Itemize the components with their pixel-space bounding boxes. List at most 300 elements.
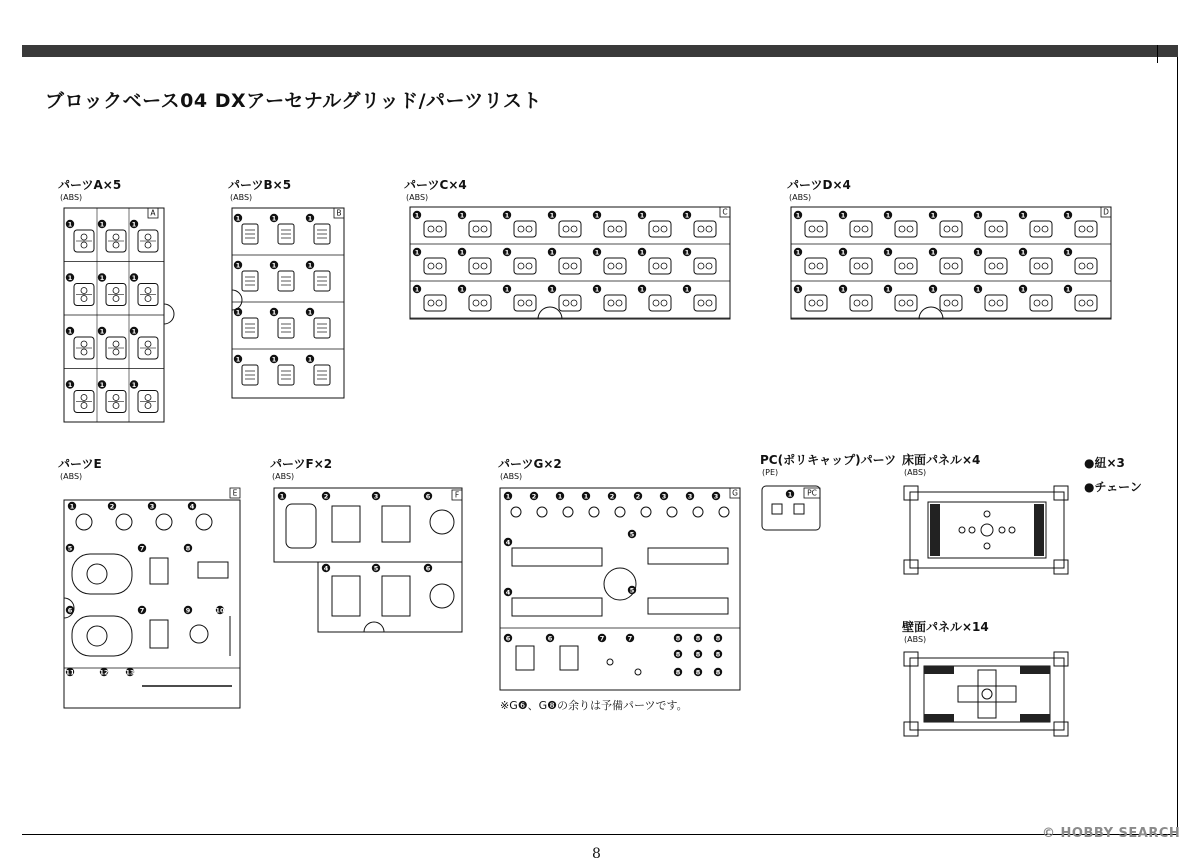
block-hole: [145, 341, 151, 347]
part-number-text: 1: [1020, 285, 1026, 294]
copyright-icon: ©: [1042, 826, 1061, 841]
material-parts-e: (ABS): [60, 472, 83, 481]
part-number-text: 1: [235, 355, 241, 364]
part-number-text: 1: [840, 285, 846, 294]
part-number-text: 1: [795, 285, 801, 294]
nut-part: [635, 669, 641, 675]
sprue-letter-text: C: [722, 207, 728, 217]
part-number-text: 1: [99, 220, 105, 229]
block-hole: [113, 288, 119, 294]
part-number-text: 1: [1065, 211, 1071, 220]
panel-hole: [984, 543, 990, 549]
part-number-text: 2: [323, 492, 329, 501]
part-number-text: 4: [505, 538, 511, 547]
block-hole: [608, 263, 614, 269]
block-part: [286, 504, 316, 548]
part-number-text: 8: [675, 650, 681, 659]
block-part: [1075, 295, 1097, 311]
panel-corner: [1054, 560, 1068, 574]
block-hole: [145, 296, 151, 302]
block-part: [514, 295, 536, 311]
part-number-text: 6: [505, 634, 511, 643]
hook-part: [511, 507, 521, 517]
block-hole: [563, 300, 569, 306]
panel-hole: [959, 527, 965, 533]
part-number-text: 1: [504, 248, 510, 257]
part-number-text: 6: [547, 634, 553, 643]
ladder-part: [648, 598, 728, 614]
part-number-text: 1: [795, 211, 801, 220]
block-part: [469, 258, 491, 274]
panel-rail: [924, 666, 954, 674]
block-hole: [571, 263, 577, 269]
sprue-frame: [791, 207, 1111, 319]
block-hole: [113, 341, 119, 347]
part-number-text: 1: [1020, 211, 1026, 220]
block-hole: [518, 300, 524, 306]
panel-hub: [982, 689, 992, 699]
block-part: [1075, 221, 1097, 237]
block-hole: [81, 341, 87, 347]
block-hole: [1034, 263, 1040, 269]
bracket-part: [332, 576, 360, 616]
block-hole: [518, 263, 524, 269]
block-part: [559, 221, 581, 237]
block-part: [694, 221, 716, 237]
block-hole: [1042, 226, 1048, 232]
part-number-text: 1: [583, 492, 589, 501]
part-number-text: 8: [715, 668, 721, 677]
panel-hub: [981, 524, 993, 536]
ladder-part: [648, 548, 728, 564]
header-bar: [22, 45, 1178, 57]
block-hole: [907, 263, 913, 269]
block-hole: [1042, 263, 1048, 269]
part-number-text: 5: [373, 564, 379, 573]
block-hole: [1087, 226, 1093, 232]
material-parts-b: (ABS): [230, 193, 253, 202]
panel-corner: [904, 722, 918, 736]
block-hole: [616, 300, 622, 306]
part-number-text: 5: [629, 530, 635, 539]
block-hole: [571, 300, 577, 306]
panel-corner: [1054, 722, 1068, 736]
block-hole: [1034, 300, 1040, 306]
spare-parts-note: ※G❻、G❽の余りは予備パーツです。: [500, 699, 688, 712]
block-hole: [526, 263, 532, 269]
block-hole: [608, 226, 614, 232]
part-number-text: 2: [531, 492, 537, 501]
block-hole: [817, 226, 823, 232]
part-number-text: 1: [235, 261, 241, 270]
turret-part: [72, 616, 132, 656]
block-hole: [944, 226, 950, 232]
block-hole: [698, 300, 704, 306]
part-number-text: 8: [185, 544, 191, 553]
hook-part: [693, 507, 703, 517]
part-number-text: 1: [684, 211, 690, 220]
round-part: [116, 514, 132, 530]
block-hole: [145, 395, 151, 401]
block-hole: [1079, 263, 1085, 269]
block-part: [469, 295, 491, 311]
sprue-frame: [500, 488, 740, 690]
bracket-part: [150, 620, 168, 648]
part-number-text: 1: [639, 248, 645, 257]
part-number-text: 1: [840, 248, 846, 257]
part-number-text: 1: [504, 211, 510, 220]
block-hole: [854, 226, 860, 232]
part-number-text: 1: [131, 274, 137, 283]
part-number-text: 3: [713, 492, 719, 501]
block-hole: [473, 300, 479, 306]
sprue-frame: [232, 208, 344, 398]
watermark-text: HOBBY SEARCH: [1060, 826, 1181, 841]
bracket-part: [332, 506, 360, 542]
part-number-text: 1: [459, 285, 465, 294]
sprue-notch: [364, 622, 384, 632]
block-hole: [113, 234, 119, 240]
part-number-text: 13: [125, 668, 135, 677]
block-hole: [81, 395, 87, 401]
ladder-part: [512, 598, 602, 616]
part-number-text: 2: [635, 492, 641, 501]
sprue-frame: [410, 207, 730, 319]
label-parts-g: パーツG×2: [498, 457, 562, 471]
block-part: [895, 221, 917, 237]
block-hole: [854, 263, 860, 269]
block-hole: [862, 300, 868, 306]
part-number-text: 7: [627, 634, 633, 643]
block-part: [895, 295, 917, 311]
part-number-text: 1: [67, 220, 73, 229]
floor-panel-diagram: [902, 484, 1072, 576]
block-hole: [1079, 226, 1085, 232]
block-part: [424, 221, 446, 237]
block-hole: [145, 349, 151, 355]
block-hole: [899, 300, 905, 306]
sprue-frame: [274, 488, 462, 562]
block-hole: [952, 300, 958, 306]
hook-part: [190, 625, 208, 643]
sprue-letter-text: B: [336, 208, 342, 218]
part-number-text: 1: [279, 492, 285, 501]
block-hole: [907, 226, 913, 232]
part-number-text: 4: [189, 502, 195, 511]
block-hole: [145, 403, 151, 409]
part-number-text: 3: [661, 492, 667, 501]
sprue-letter-text: A: [150, 208, 156, 218]
nut-part: [607, 659, 613, 665]
block-hole: [862, 263, 868, 269]
block-hole: [989, 263, 995, 269]
part-number-text: 8: [695, 650, 701, 659]
block-hole: [481, 263, 487, 269]
block-hole: [661, 263, 667, 269]
part-number-text: 11: [65, 668, 75, 677]
block-hole: [481, 300, 487, 306]
block-hole: [661, 226, 667, 232]
panel-part: [516, 646, 534, 670]
part-number-text: 3: [687, 492, 693, 501]
block-hole: [907, 300, 913, 306]
block-part: [985, 221, 1007, 237]
part-number-text: 6: [425, 492, 431, 501]
round-part: [156, 514, 172, 530]
part-number-text: 1: [271, 308, 277, 317]
part-number-text: 8: [695, 668, 701, 677]
part-number-text: 1: [1065, 285, 1071, 294]
poly-cap: [772, 504, 782, 514]
block-hole: [1087, 263, 1093, 269]
block-part: [649, 258, 671, 274]
block-hole: [952, 263, 958, 269]
part-number-text: 1: [684, 248, 690, 257]
panel-hole: [984, 511, 990, 517]
panel-corner: [904, 486, 918, 500]
part-number-text: 7: [599, 634, 605, 643]
part-number-text: 5: [67, 544, 73, 553]
part-number-text: 1: [307, 214, 313, 223]
ladder-part: [512, 548, 602, 566]
block-hole: [113, 395, 119, 401]
block-hole: [608, 300, 614, 306]
part-number-text: 1: [885, 248, 891, 257]
label-parts-d: パーツD×4: [787, 178, 851, 192]
part-number-text: 1: [414, 285, 420, 294]
part-number-text: 9: [185, 606, 191, 615]
block-hole: [81, 288, 87, 294]
part-number-text: 1: [67, 327, 73, 336]
hook-part: [641, 507, 651, 517]
block-hole: [481, 226, 487, 232]
label-parts-e: パーツE: [58, 457, 102, 471]
panel-hole: [1009, 527, 1015, 533]
block-hole: [809, 226, 815, 232]
block-hole: [473, 263, 479, 269]
part-number-text: 1: [975, 248, 981, 257]
block-part: [1030, 258, 1052, 274]
block-hole: [563, 263, 569, 269]
part-number-text: 1: [99, 381, 105, 390]
panel-inner: [928, 502, 1046, 558]
part-number-text: 1: [505, 492, 511, 501]
turret-part: [72, 554, 132, 594]
block-hole: [989, 226, 995, 232]
block-part: [694, 295, 716, 311]
sprue-letter-text: F: [454, 490, 460, 500]
sprue-e-diagram: [62, 486, 244, 710]
part-number-text: 1: [459, 211, 465, 220]
part-number-text: 8: [715, 634, 721, 643]
poly-cap: [794, 504, 804, 514]
block-hole: [428, 226, 434, 232]
panel-rail: [1020, 714, 1050, 722]
part-number-text: 1: [307, 261, 313, 270]
block-hole: [661, 300, 667, 306]
block-hole: [706, 263, 712, 269]
part-number-text: 10: [215, 606, 225, 615]
label-parts-b: パーツB×5: [228, 178, 292, 192]
block-part: [559, 258, 581, 274]
part-number-text: 12: [99, 668, 109, 677]
hook-part: [589, 507, 599, 517]
block-hole: [809, 263, 815, 269]
part-number-text: 2: [109, 502, 115, 511]
part-number-text: 1: [414, 211, 420, 220]
block-part: [424, 258, 446, 274]
sprue-letter-text: G: [732, 488, 738, 498]
block-part: [1030, 221, 1052, 237]
block-hole: [616, 226, 622, 232]
part-number-text: 2: [609, 492, 615, 501]
hook-part: [615, 507, 625, 517]
wall-panel-diagram: [902, 650, 1072, 738]
hook-part: [667, 507, 677, 517]
part-number-text: 1: [307, 308, 313, 317]
block-hole: [436, 300, 442, 306]
sprue-letter-text: E: [232, 488, 238, 498]
block-part: [850, 221, 872, 237]
panel-rail: [930, 504, 940, 556]
material-parts-g: (ABS): [500, 472, 523, 481]
part-number-text: 8: [695, 634, 701, 643]
hook-part: [537, 507, 547, 517]
block-hole: [81, 296, 87, 302]
block-part: [559, 295, 581, 311]
part-number-text: 1: [99, 274, 105, 283]
bracket-part: [382, 506, 410, 542]
block-hole: [81, 349, 87, 355]
part-number-text: 8: [675, 634, 681, 643]
block-hole: [1042, 300, 1048, 306]
part-number-text: 1: [639, 211, 645, 220]
block-hole: [989, 300, 995, 306]
sprue-f-diagram: [272, 486, 464, 636]
sprue-hub: [604, 568, 636, 600]
block-hole: [817, 263, 823, 269]
block-part: [940, 258, 962, 274]
part-number-text: 1: [975, 211, 981, 220]
block-hole: [653, 263, 659, 269]
sprue-letter-text: PC: [807, 488, 817, 498]
block-hole: [997, 263, 1003, 269]
panel-corner: [1054, 652, 1068, 666]
panel-rail: [1020, 666, 1050, 674]
block-part: [850, 295, 872, 311]
sprue-notch: [538, 307, 562, 319]
page-number: 8: [592, 846, 601, 862]
part-number-text: 1: [271, 214, 277, 223]
block-hole: [571, 226, 577, 232]
part-number-text: 1: [885, 211, 891, 220]
block-part: [985, 258, 1007, 274]
label-wall-panel: 壁面パネル×14: [902, 620, 989, 634]
material-parts-a: (ABS): [60, 193, 83, 202]
panel-corner: [1054, 486, 1068, 500]
part-number-text: 1: [131, 220, 137, 229]
block-part: [649, 295, 671, 311]
part-number-text: 8: [675, 668, 681, 677]
block-hole: [952, 226, 958, 232]
block-part: [850, 258, 872, 274]
block-hole: [436, 226, 442, 232]
block-hole: [428, 300, 434, 306]
sprue-d-diagram: [789, 205, 1119, 325]
part-number-text: 1: [885, 285, 891, 294]
bracket-part: [150, 558, 168, 584]
part-number-text: 1: [131, 327, 137, 336]
sprue-pc-diagram: [760, 484, 822, 532]
block-hole: [1034, 226, 1040, 232]
block-hole: [1087, 300, 1093, 306]
part-number-text: 1: [557, 492, 563, 501]
block-part: [1075, 258, 1097, 274]
block-hole: [899, 226, 905, 232]
part-number-text: 1: [840, 211, 846, 220]
block-hole: [145, 288, 151, 294]
block-hole: [81, 403, 87, 409]
extra-chain: ●チェーン: [1084, 480, 1142, 494]
page-title: ブロックベース04 DXアーセナルグリッド/パーツリスト: [45, 90, 542, 112]
sprue-notch: [919, 307, 943, 319]
material-parts-d: (ABS): [789, 193, 812, 202]
block-hole: [518, 226, 524, 232]
panel-hole: [969, 527, 975, 533]
block-hole: [526, 226, 532, 232]
panel-corner: [904, 560, 918, 574]
part-number-text: 5: [629, 586, 635, 595]
label-parts-pc: PC(ポリキャップ)パーツ: [760, 453, 897, 467]
part-number-text: 1: [271, 355, 277, 364]
part-number-text: 7: [139, 544, 145, 553]
part-number-text: 1: [307, 355, 313, 364]
block-part: [805, 295, 827, 311]
box-part: [198, 562, 228, 578]
part-number-text: 1: [131, 381, 137, 390]
label-parts-a: パーツA×5: [58, 178, 122, 192]
block-hole: [944, 263, 950, 269]
part-number-text: 1: [930, 285, 936, 294]
hobby-search-watermark: [1042, 826, 1180, 841]
part-number-text: 1: [594, 211, 600, 220]
part-number-text: 1: [795, 248, 801, 257]
gear-part: [430, 510, 454, 534]
block-hole: [862, 226, 868, 232]
extra-string: ●紐×3: [1084, 456, 1125, 470]
part-number-text: 1: [594, 285, 600, 294]
label-parts-f: パーツF×2: [270, 457, 333, 471]
sprue-frame: [318, 562, 462, 632]
panel-cross: [978, 670, 996, 718]
material-wall-panel: (ABS): [904, 635, 927, 644]
part-number-text: 4: [323, 564, 329, 573]
part-number-text: 4: [505, 588, 511, 597]
block-hole: [809, 300, 815, 306]
part-number-text: 1: [930, 248, 936, 257]
block-hole: [944, 300, 950, 306]
turret-hole: [87, 626, 107, 646]
block-part: [604, 221, 626, 237]
block-part: [514, 258, 536, 274]
part-number-text: 1: [1065, 248, 1071, 257]
part-number-text: 1: [271, 261, 277, 270]
block-hole: [817, 300, 823, 306]
material-parts-c: (ABS): [406, 193, 429, 202]
block-hole: [113, 349, 119, 355]
block-hole: [145, 234, 151, 240]
sprue-g-diagram: [498, 486, 743, 692]
